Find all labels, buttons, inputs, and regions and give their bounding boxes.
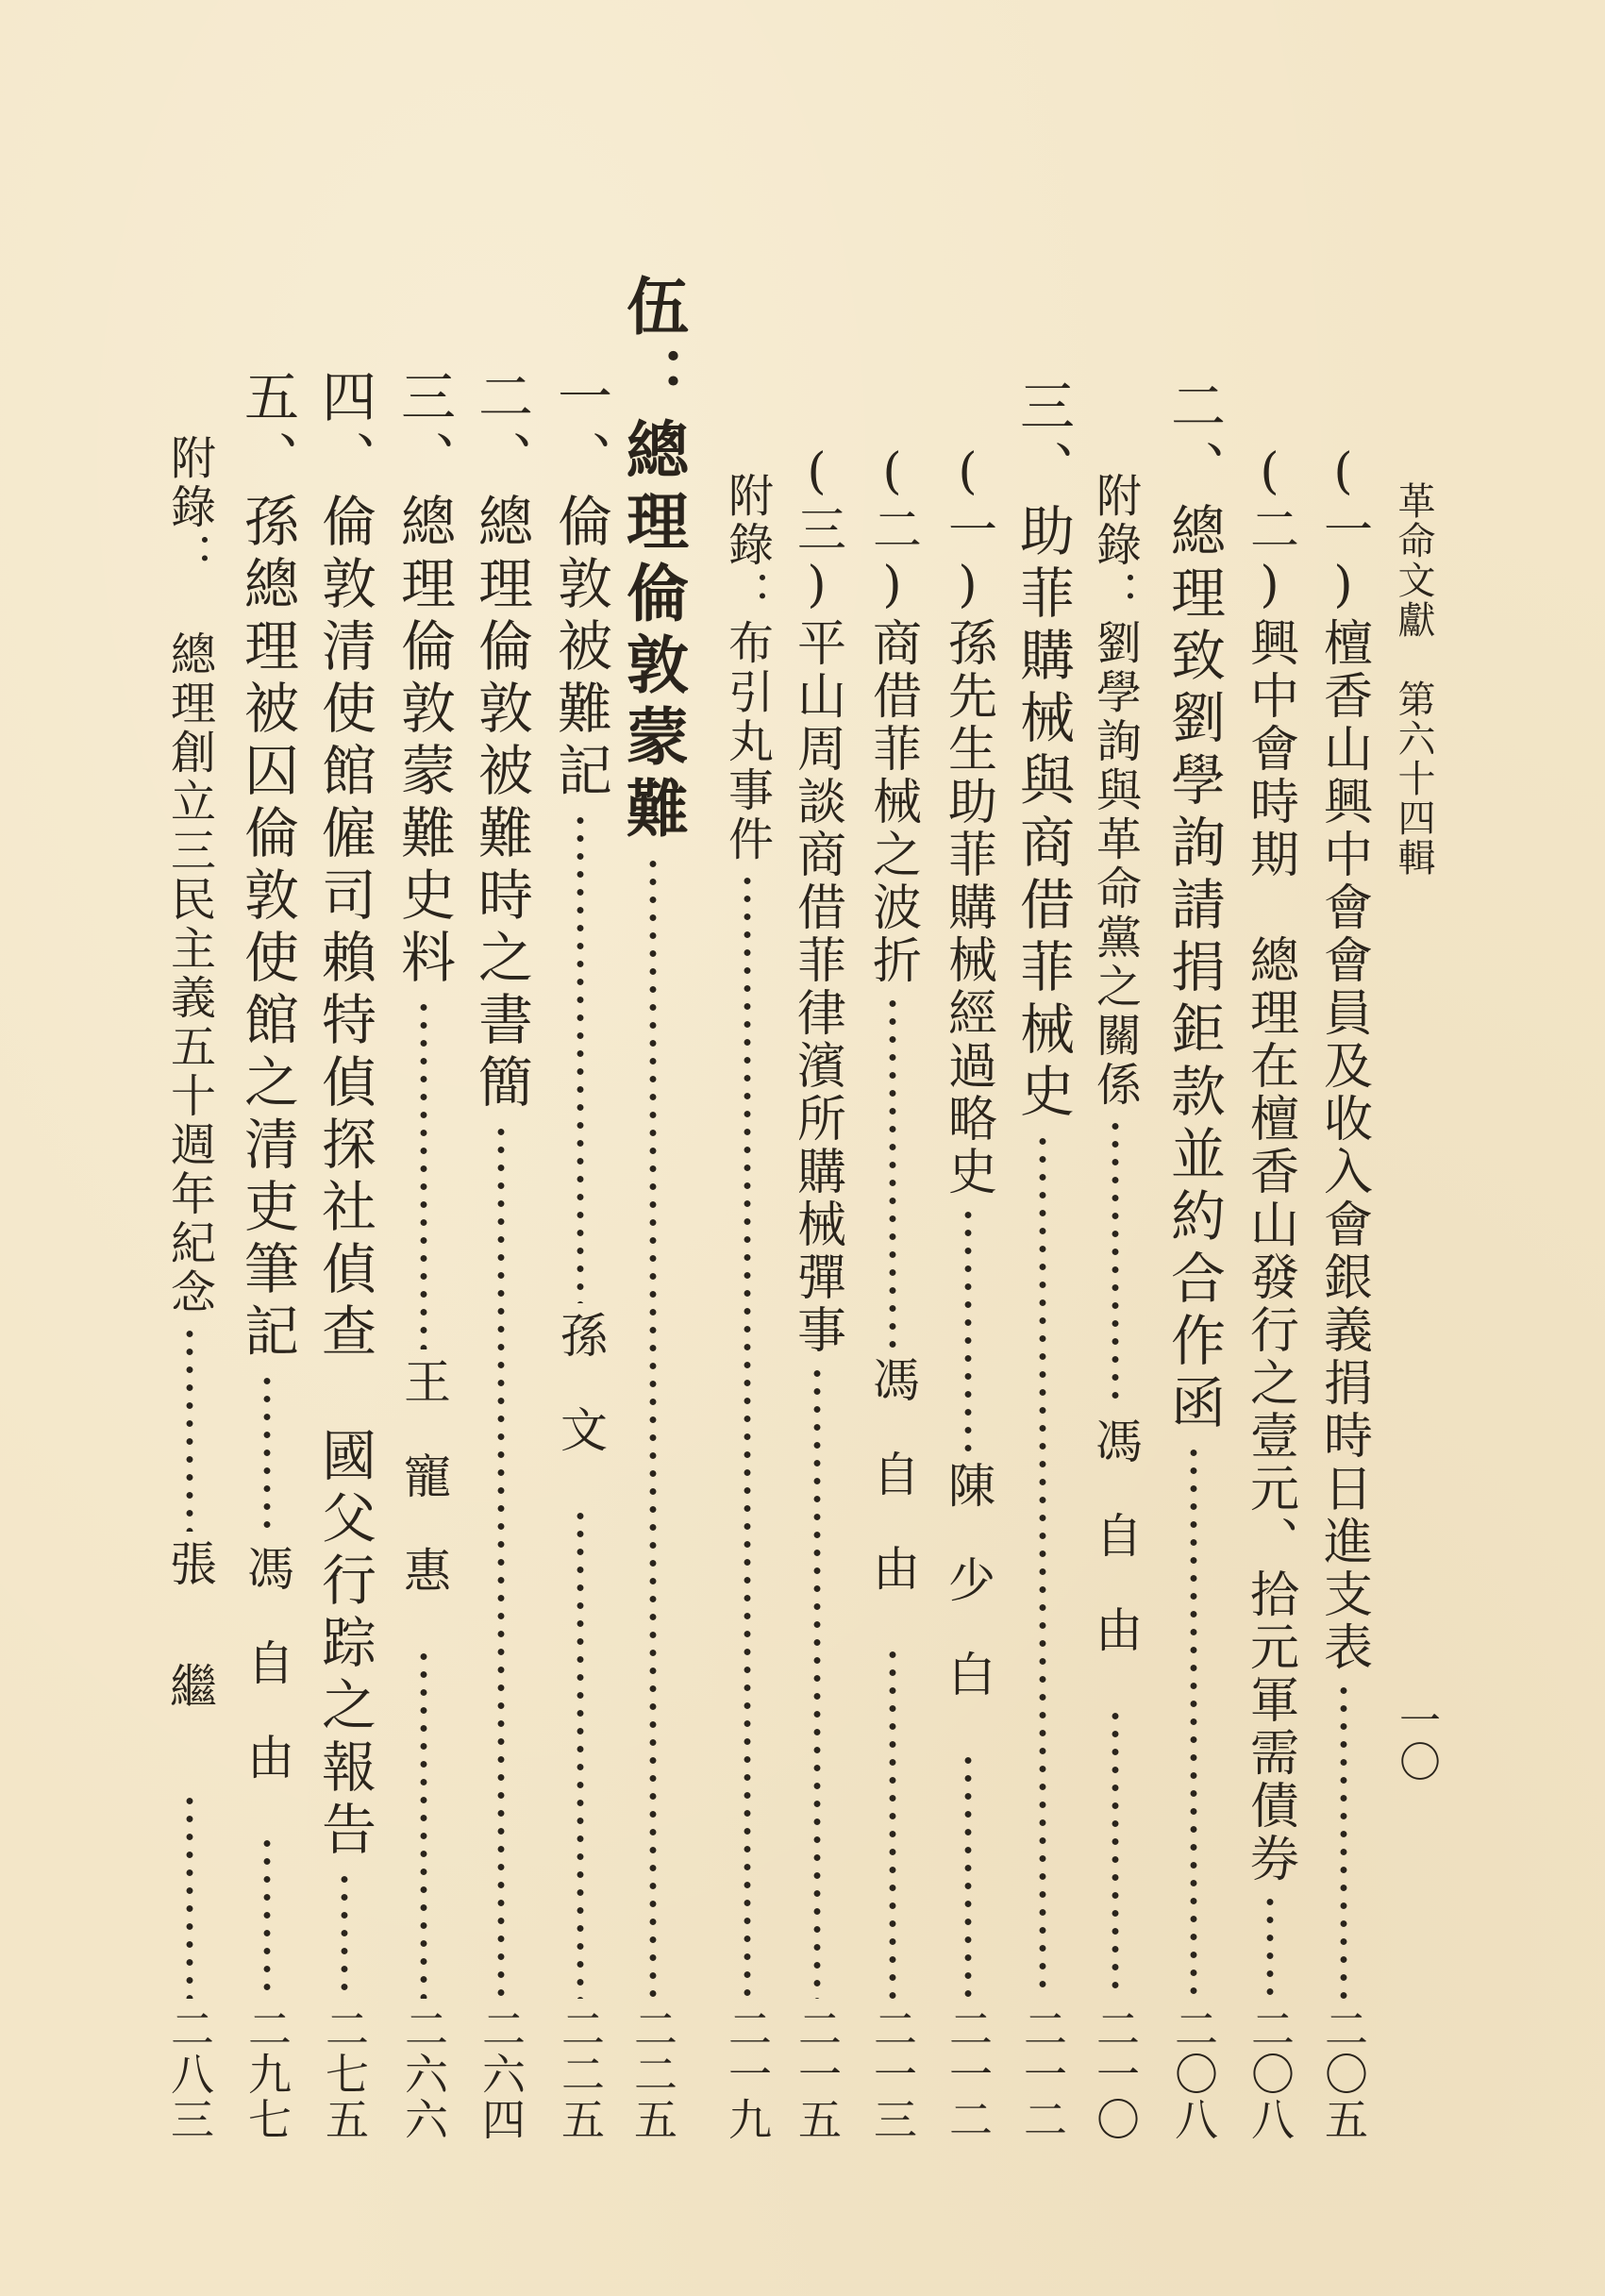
leader-dots bbox=[341, 1870, 348, 1999]
leader-dots bbox=[186, 1792, 193, 1999]
leader-dots bbox=[263, 1372, 271, 1536]
entry-title: (一)檀香山興中會會員及收入會銀義捐時日進支表 bbox=[1314, 444, 1372, 1674]
entry-author: 王寵惠 bbox=[396, 1357, 451, 1640]
entry-author: 張繼 bbox=[162, 1539, 217, 1785]
entry-author: 馮自由 bbox=[240, 1544, 294, 1827]
entry-page: 二一三 bbox=[867, 2006, 918, 2142]
chapter-title: 伍：總理倫敦蒙難 bbox=[615, 274, 690, 847]
leader-dots bbox=[889, 995, 896, 1348]
entry-page: 二一二 bbox=[1017, 2006, 1068, 2142]
toc-entry[interactable] bbox=[236, 368, 298, 2142]
toc-entry[interactable] bbox=[1162, 377, 1225, 2142]
toc-entry-appendix[interactable] bbox=[719, 472, 776, 2142]
leader-dots bbox=[964, 1206, 972, 1453]
entry-page: 二六四 bbox=[476, 2006, 527, 2142]
leader-dots bbox=[1039, 1132, 1046, 1999]
leader-dots bbox=[1112, 1117, 1119, 1409]
entry-title: (一)孫先生助菲購械經過略史 bbox=[939, 444, 996, 1198]
toc-entry[interactable] bbox=[940, 444, 996, 2142]
entry-title: 附錄：布引丸事件 bbox=[720, 472, 774, 864]
leader-dots bbox=[1112, 1707, 1119, 1999]
entry-title: 三、總理倫敦蒙難史料 bbox=[392, 368, 456, 991]
leader-dots bbox=[577, 812, 584, 1303]
entry-author: 孫文 bbox=[553, 1311, 608, 1500]
entry-page: 二〇八 bbox=[1168, 2006, 1219, 2142]
entry-page: 二六六 bbox=[398, 2006, 449, 2142]
leader-dots bbox=[186, 1325, 193, 1532]
entry-page: 二〇八 bbox=[1245, 2006, 1296, 2142]
toc-chapter-heading[interactable] bbox=[615, 274, 690, 2142]
entry-page: 二二五 bbox=[627, 2006, 678, 2142]
entry-author: 馮自由 bbox=[1088, 1416, 1143, 1700]
leader-dots bbox=[497, 1123, 505, 1999]
leader-dots bbox=[420, 998, 427, 1349]
leader-dots bbox=[964, 1751, 972, 1999]
entry-title: 二、總理致劉學詢請捐鉅款並約合作函 bbox=[1162, 377, 1226, 1436]
entry-title: 三、助菲購械與商借菲械史 bbox=[1011, 377, 1075, 1125]
entry-author: 陳少白 bbox=[941, 1461, 995, 1744]
toc-entry[interactable] bbox=[313, 368, 376, 2142]
toc-entry[interactable] bbox=[864, 444, 921, 2142]
entry-page: 二一九 bbox=[722, 2006, 773, 2142]
toc-entry[interactable] bbox=[393, 368, 455, 2142]
toc-entry[interactable] bbox=[1315, 444, 1372, 2142]
entry-title: (二)興中會時期 總理在檀香山發行之壹元、拾元軍需債券 bbox=[1241, 444, 1298, 1885]
entry-page: 二九七 bbox=[242, 2006, 293, 2142]
leader-dots bbox=[744, 872, 751, 1999]
toc-entry[interactable] bbox=[1242, 444, 1298, 2142]
entry-title: 五、孫總理被囚倫敦使館之清吏筆記 bbox=[235, 368, 299, 1365]
toc-entry-appendix[interactable] bbox=[1087, 472, 1144, 2142]
toc-entry[interactable] bbox=[470, 368, 532, 2142]
book-title: 革命文獻 第六十四輯 bbox=[1392, 481, 1435, 878]
entry-page: 二八三 bbox=[164, 2006, 215, 2142]
entry-page: 二一二 bbox=[943, 2006, 994, 2142]
entry-title: 二、總理倫敦被難時之書簡 bbox=[469, 368, 533, 1115]
entry-page: 二一五 bbox=[792, 2006, 843, 2142]
page-number: 一〇 bbox=[1392, 1699, 1440, 1782]
leader-dots bbox=[1190, 1444, 1197, 1999]
toc-entry-appendix[interactable] bbox=[159, 434, 221, 2142]
toc-entry[interactable] bbox=[549, 368, 611, 2142]
entry-title: 四、倫敦清使館僱司賴特偵探社偵查 國父行踪之報告 bbox=[312, 368, 376, 1863]
entry-author: 馮自由 bbox=[865, 1355, 920, 1638]
entry-title: 附錄：劉學詢與革命黨之關係 bbox=[1088, 472, 1142, 1110]
running-header bbox=[1392, 481, 1435, 878]
entry-title: (三)平山周談商借菲律濱所購械彈事 bbox=[788, 444, 845, 1357]
leader-dots bbox=[649, 855, 657, 1999]
leader-dots bbox=[420, 1648, 427, 1999]
entry-title: (二)商借菲械之波折 bbox=[863, 444, 921, 987]
leader-dots bbox=[263, 1835, 271, 1999]
entry-page: 二一〇 bbox=[1090, 2006, 1141, 2142]
entry-page: 二二五 bbox=[555, 2006, 606, 2142]
toc-entry[interactable] bbox=[789, 444, 845, 2142]
leader-dots bbox=[1340, 1682, 1347, 1999]
leader-dots bbox=[577, 1507, 584, 1999]
entry-title: 附錄： 總理創立三民主義五十週年紀念 bbox=[162, 434, 216, 1317]
leader-dots bbox=[813, 1365, 821, 1999]
entry-title: 一、倫敦被難記 bbox=[548, 368, 612, 804]
leader-dots bbox=[889, 1646, 896, 1999]
entry-page: 二〇五 bbox=[1318, 2006, 1369, 2142]
entry-page: 二七五 bbox=[319, 2006, 370, 2142]
leader-dots bbox=[1266, 1893, 1274, 1999]
toc-entry[interactable] bbox=[1011, 377, 1074, 2142]
